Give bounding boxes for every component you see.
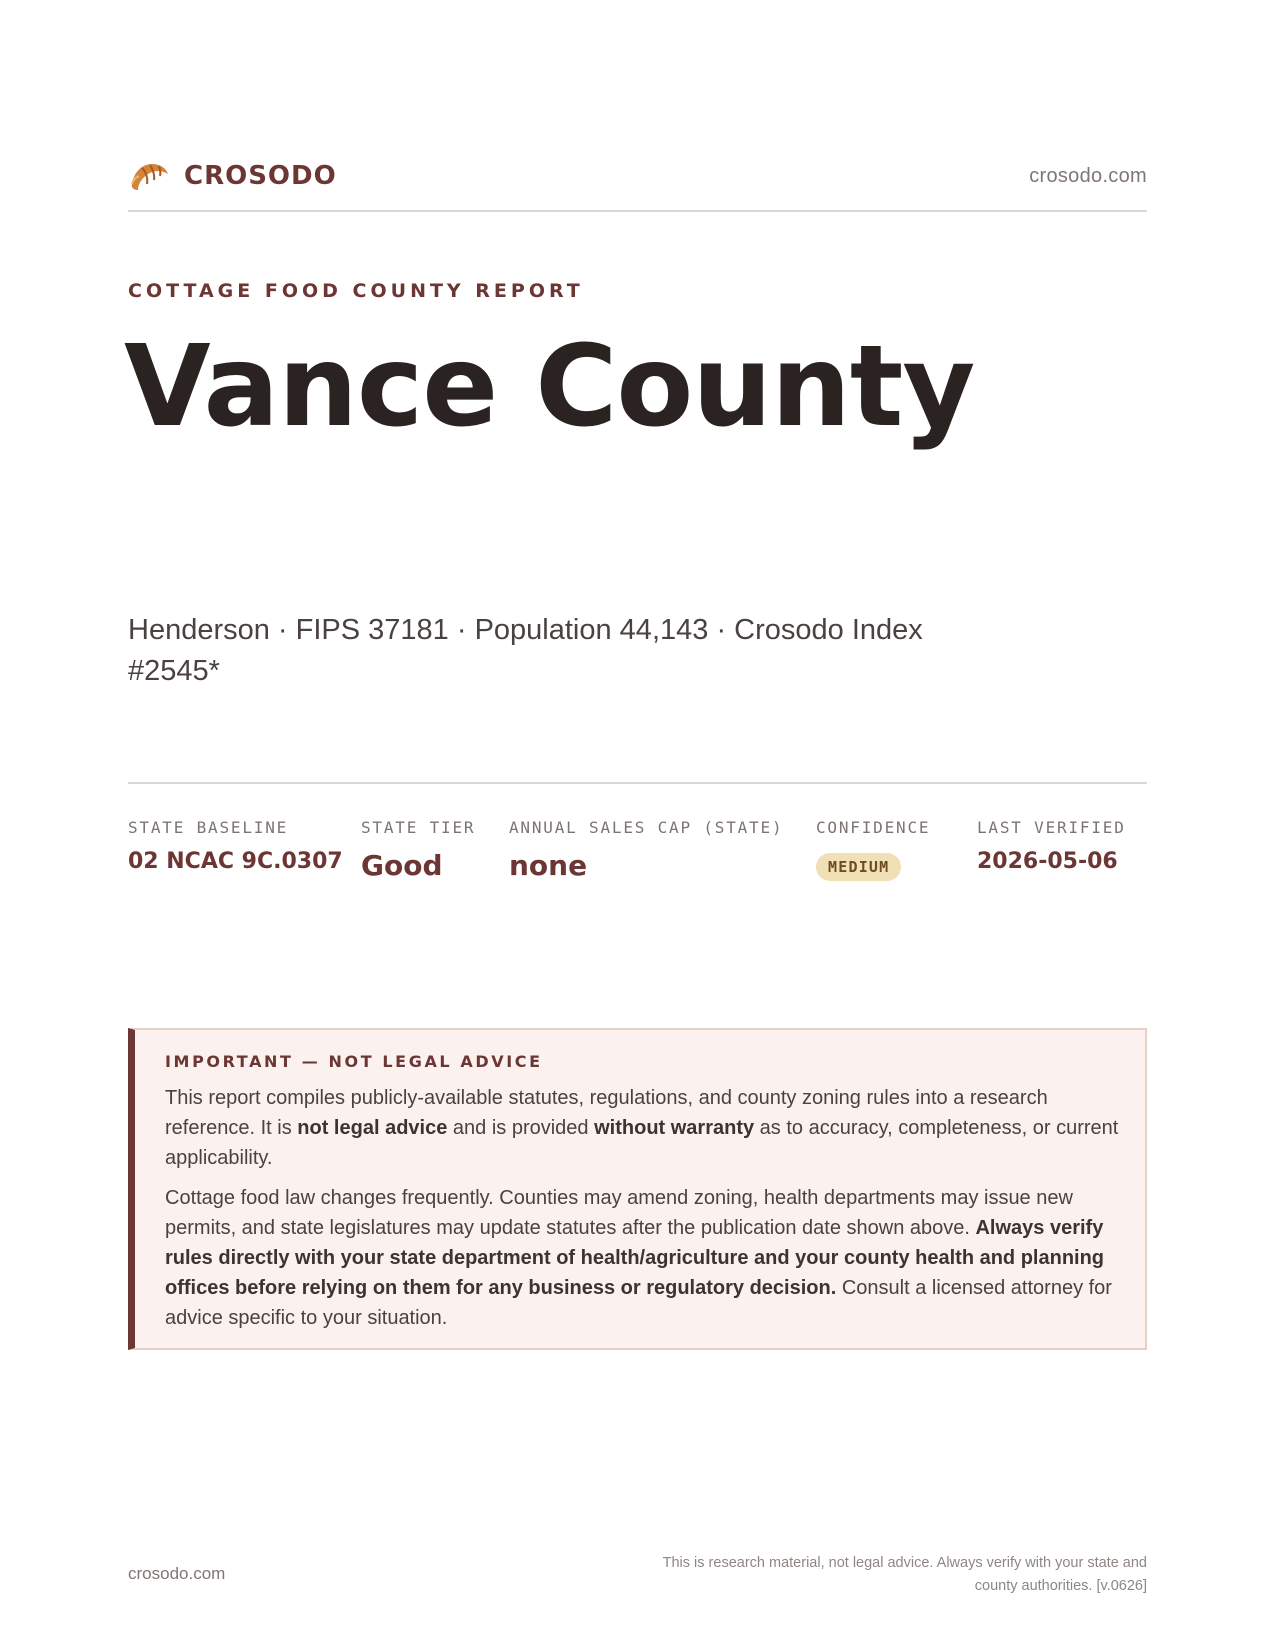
- stat-value: 02 NCAC 9C.0307: [128, 849, 343, 874]
- confidence-badge: MEDIUM: [816, 853, 901, 881]
- stat-state-tier: [361, 818, 475, 882]
- stat-sales-cap: [509, 818, 783, 882]
- notice-paragraph: This report compiles publicly-available statutes, regulations, and county zoning rules into a research reference. It is not legal advice and is provided without warranty as to accuracy, completeness, or current applicability.: [165, 1087, 1119, 1169]
- stat-label: STATE BASELINE: [128, 818, 289, 837]
- legal-notice: [128, 1028, 1147, 1350]
- stat-label: STATE TIER: [361, 818, 476, 837]
- brand-name: CROSODO: [184, 161, 337, 191]
- page-header: [128, 158, 1147, 212]
- footer-site-link[interactable]: crosodo.com: [128, 1564, 226, 1583]
- county-subtitle: Henderson · FIPS 37181 · Population 44,143 · Crosodo Index #2545*: [128, 614, 923, 687]
- report-eyebrow: COTTAGE FOOD COUNTY REPORT: [128, 280, 584, 302]
- stat-state-baseline: [128, 818, 343, 874]
- stat-label: LAST VERIFIED: [977, 818, 1126, 837]
- croissant-icon: [128, 158, 170, 194]
- stat-label: CONFIDENCE: [816, 818, 931, 837]
- footer-disclaimer: This is research material, not legal advice. Always verify with your state and county authorities. [v.0626]: [662, 1555, 1147, 1594]
- stat-value: 2026-05-06: [977, 849, 1118, 874]
- notice-paragraph: Cottage food law changes frequently. Counties may amend zoning, health departments may issue new permits, and state legislatures may update statutes after the publication date shown above. Always verify rules directly with your state department of health/agriculture and your county health and planning offices before relying on them for any business or regulatory decision. Consult a licensed attorney for advice specific to your situation.: [165, 1187, 1112, 1329]
- site-link[interactable]: crosodo.com: [1029, 164, 1147, 187]
- stat-label: ANNUAL SALES CAP (STATE): [509, 818, 784, 837]
- stat-last-verified: [977, 818, 1126, 874]
- stat-confidence: [816, 818, 930, 881]
- stat-value: none: [509, 849, 588, 882]
- notice-title: IMPORTANT — NOT LEGAL ADVICE: [165, 1052, 543, 1071]
- report-page: [124, 0, 1147, 1650]
- page-title: Vance County: [124, 322, 975, 452]
- brand[interactable]: [128, 158, 337, 194]
- stat-value: Good: [361, 849, 443, 882]
- divider: [128, 782, 1147, 784]
